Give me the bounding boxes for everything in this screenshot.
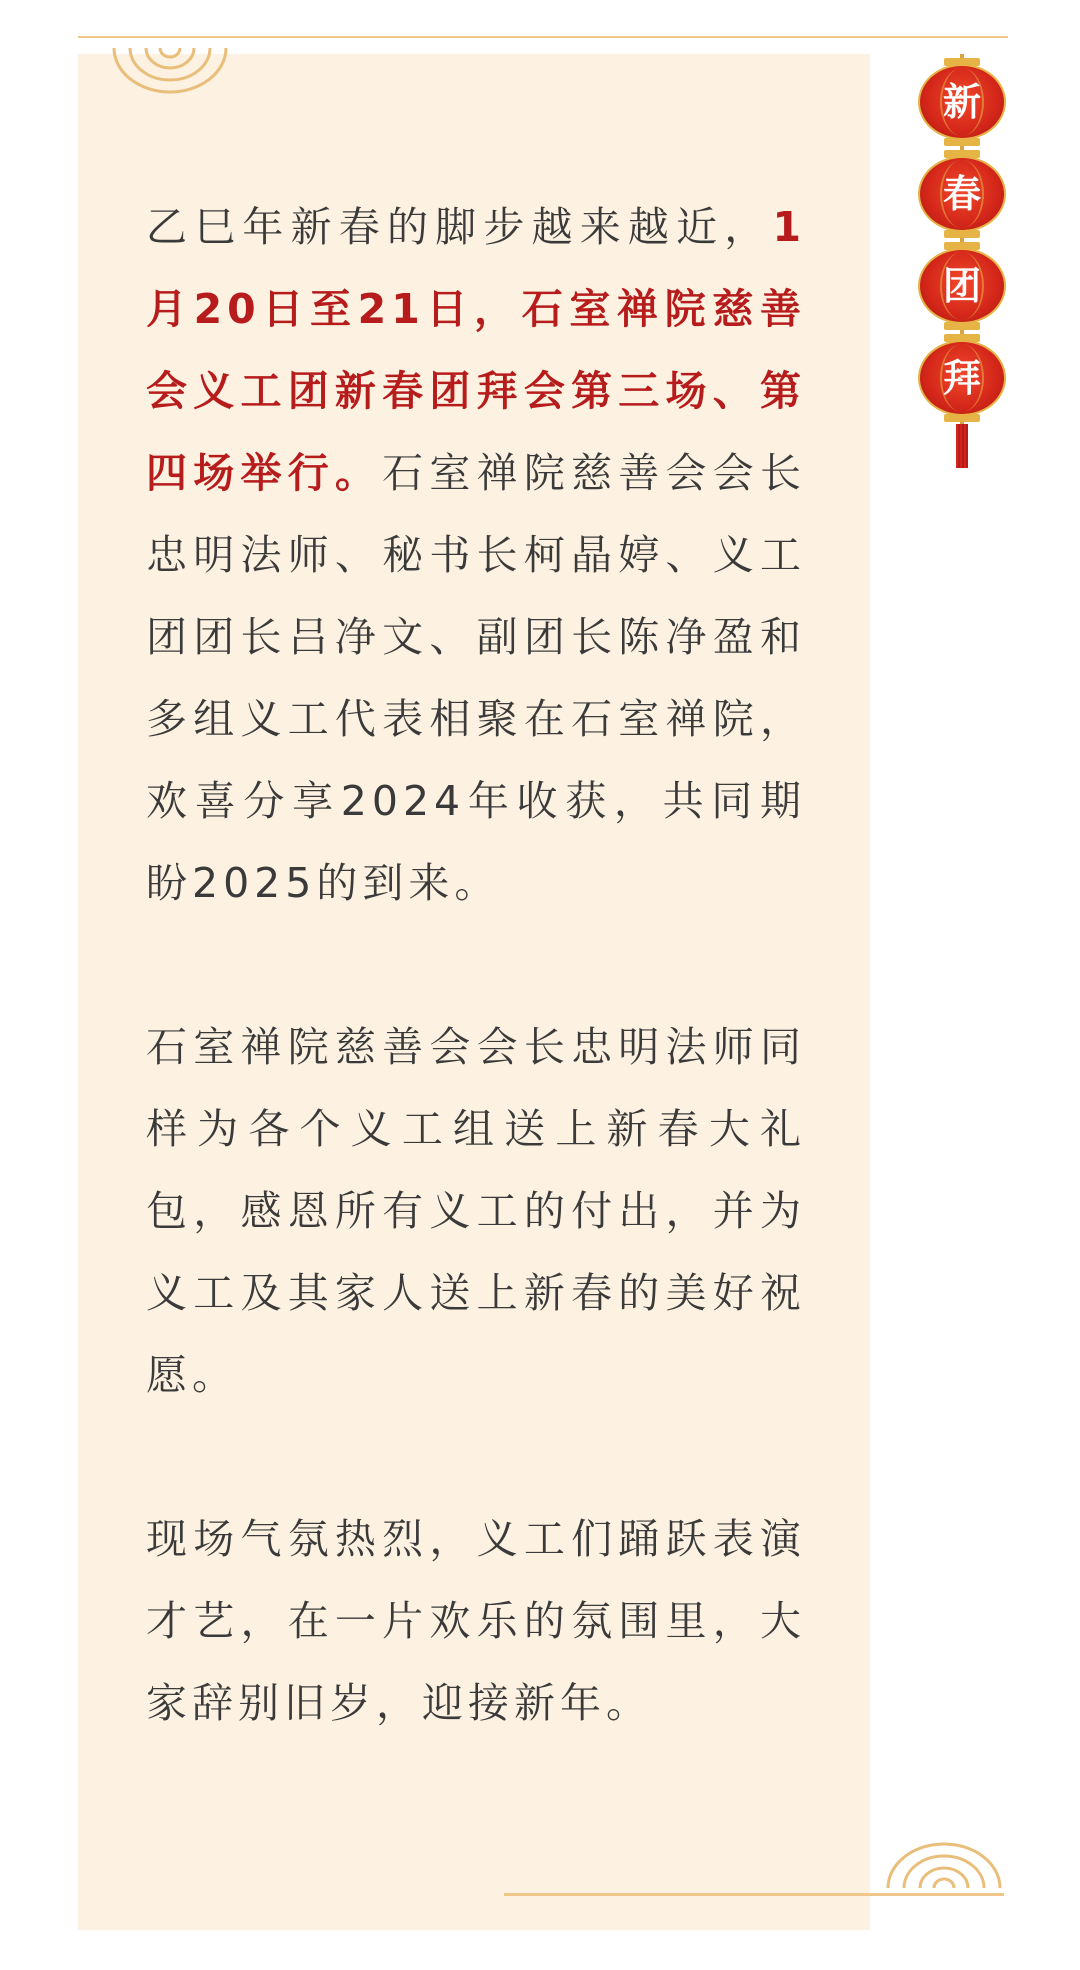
lantern-tassel — [956, 424, 968, 468]
lantern-char: 拜 — [942, 355, 981, 400]
lantern-4 — [918, 338, 1006, 418]
paragraph-intro-lead: 乙巳年新春的脚步越来越近， — [146, 203, 773, 251]
event-highlight: 1月20日至21日，石室禅院慈善会义工团新春团拜会第三场、第四场举行。 — [146, 203, 806, 497]
auspicious-cloud-icon-bottom — [880, 1838, 1008, 1890]
top-divider-line — [78, 36, 1008, 38]
paragraph-atmosphere: 现场气氛热烈，义工们踊跃表演才艺，在一片欢乐的氛围里，大家辞别旧岁，迎接新年。 — [146, 1515, 806, 1727]
paragraph-intro — [146, 186, 806, 924]
new-year-lantern-banner — [912, 54, 1012, 424]
paragraph-intro-rest: 石室禅院慈善会会长忠明法师、秘书长柯晶婷、义工团团长吕净文、副团长陈净盈和多组义工代表相聚在石室禅院，欢喜分享2024年收获，共同期盼2025的到来。 — [146, 449, 807, 907]
lantern-2 — [918, 154, 1006, 234]
lantern-char: 春 — [942, 171, 981, 216]
lantern-char: 团 — [942, 263, 981, 308]
paragraph-gifts: 石室禅院慈善会会长忠明法师同样为各个义工组送上新春大礼包，感恩所有义工的付出，并为义工及其家人送上新春的美好祝愿。 — [146, 1023, 806, 1399]
auspicious-cloud-icon-top — [106, 44, 234, 96]
bottom-divider-line — [504, 1893, 1004, 1896]
lantern-1 — [918, 62, 1006, 142]
article-body — [146, 186, 806, 1826]
lantern-char: 新 — [942, 79, 981, 124]
lantern-3 — [918, 246, 1006, 326]
